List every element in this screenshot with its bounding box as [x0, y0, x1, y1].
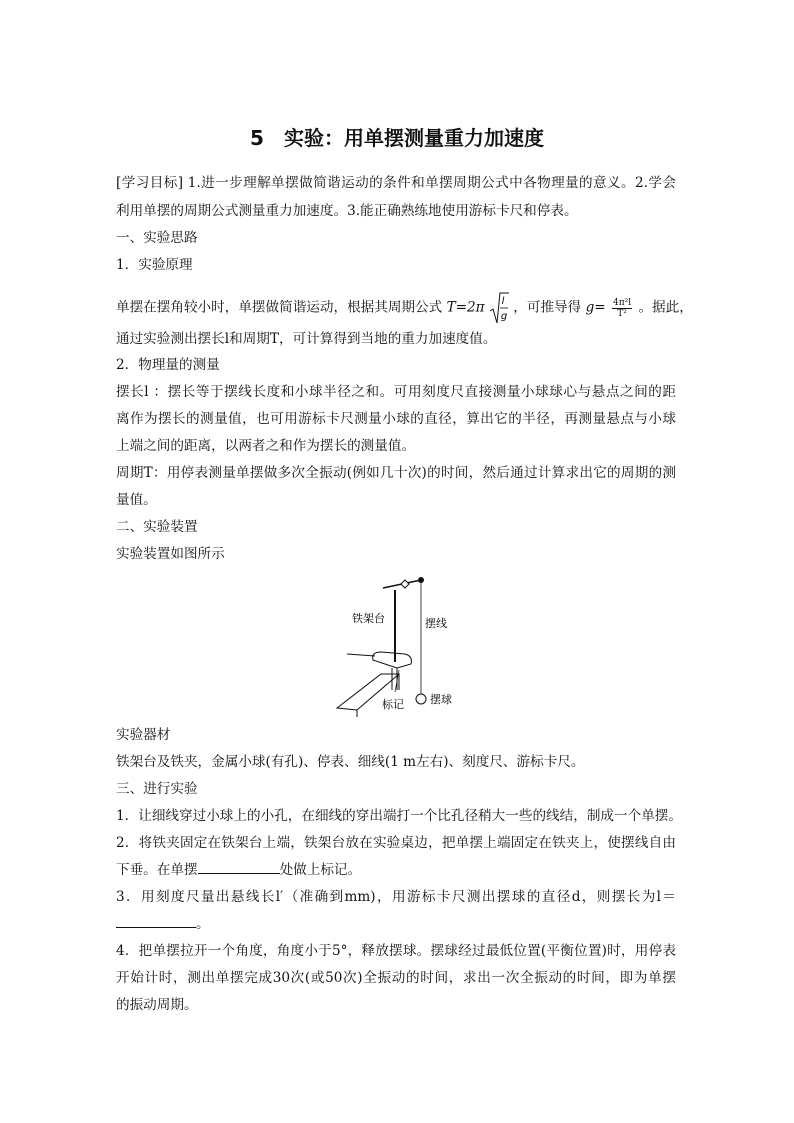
objectives-tag: [学习目标] — [116, 175, 184, 191]
step-2-line-1: 2．将铁夹固定在铁架台上端，铁架台放在实验桌边，把单摆上端固定在铁夹上，使摆线自由 — [116, 835, 676, 851]
svg-text:l: l — [501, 296, 505, 307]
length-line-2: 离作为摆长的测量值，也可用游标卡尺测量小球的直径，算出它的半径，再测量悬点与小球 — [116, 411, 676, 427]
subheading-measurement: 2．物理量的测量 — [116, 357, 220, 373]
label-mark: 标记 — [382, 698, 404, 711]
subheading-principle: 1．实验原理 — [116, 257, 193, 273]
svg-text:g: g — [500, 311, 508, 322]
page-title: 5 实验：用单摆测量重力加速度 — [250, 126, 544, 150]
objectives-text-1: 1.进一步理解单摆做简谐运动的条件和单摆周期公式中各物理量的意义。2.学会 — [187, 175, 677, 191]
objectives-line-2: 利用单摆的周期公式测量重力加速度。3.能正确熟练地使用游标卡尺和停表。 — [116, 203, 578, 219]
step-4-line-3: 的振动周期。 — [116, 997, 198, 1013]
step-1: 1．让细线穿过小球上的小孔，在细线的穿出端打一个比孔径稍大一些的线结，制成一个单摆。 — [116, 808, 682, 824]
objectives-line-1 — [116, 174, 676, 192]
label-string: 摆线 — [425, 617, 447, 630]
principle-text-c: 。据此， — [638, 299, 693, 316]
figure-caption: 实验装置如图所示 — [116, 546, 225, 562]
g-formula: g= — [585, 299, 606, 316]
principle-line-2: 通过实验测出摆长l和周期T，可计算得到当地的重力加速度值。 — [116, 331, 497, 347]
step-4-line-1: 4．把单摆拉开一个角度，角度小于5°，释放摆球。摆球经过最低位置(平衡位置)时，用停表 — [116, 943, 676, 959]
pendulum-ball — [416, 694, 426, 704]
label-ball: 摆球 — [430, 693, 452, 706]
step-3-line-1: 3．用刻度尺量出悬线长l′（准确到mm)，用游标卡尺测出摆球的直径d，则摆长为l＝ — [116, 889, 676, 905]
answer-blank-1 — [198, 861, 280, 874]
apparatus-figure — [335, 572, 465, 720]
length-line-3: 上端之间的距离，以两者之和作为摆长的测量值。 — [116, 438, 416, 454]
section-heading-2: 二、实验装置 — [116, 519, 198, 535]
length-line-1: 摆长l ：摆长等于摆线长度和小球半径之和。可用刻度尺直接测量小球球心与悬点之间的距 — [116, 384, 676, 400]
section-heading-1: 一、实验思路 — [116, 230, 198, 246]
sqrt-l-over-g — [489, 291, 509, 325]
section-heading-3: 三、进行实验 — [116, 781, 198, 797]
step-2-text-post: 处做上标记。 — [279, 862, 362, 878]
step-3-line-2 — [116, 915, 210, 933]
step-2-line-2 — [116, 861, 361, 879]
equipment-list: 铁架台及铁夹，金属小球(有孔)、停表、细线(1 m左右)、刻度尺、游标卡尺。 — [116, 754, 585, 770]
g-numerator: 4π²l — [613, 297, 632, 308]
clamp-knob — [401, 580, 409, 588]
principle-text-a: 单摆在摆角较小时，单摆做简谐运动，根据其周期公式 — [116, 299, 443, 316]
g-denominator: T² — [617, 308, 627, 319]
step-4-line-2: 开始计时，测出单摆完成30次(或50次)全振动的时间，求出一次全振动的时间，即为单摆 — [116, 970, 676, 986]
answer-blank-2 — [116, 915, 196, 928]
equipment-heading: 实验器材 — [116, 727, 171, 743]
step-2-text-pre: 下垂。在单摆 — [116, 862, 198, 878]
stand-base — [373, 652, 412, 668]
period-formula: T=2π — [446, 299, 485, 316]
principle-text-b: ，可推导得 — [513, 299, 582, 316]
step-3-end: 。 — [196, 916, 210, 932]
period-line-1: 周期T：用停表测量单摆做多次全振动(例如几十次)的时间，然后通过计算求出它的周期的测 — [116, 465, 676, 481]
period-line-2: 量值。 — [116, 492, 157, 508]
stand-base-arm — [347, 654, 375, 656]
label-stand: 铁架台 — [352, 612, 385, 625]
principle-line-1 — [116, 291, 693, 325]
g-fraction — [612, 298, 632, 319]
